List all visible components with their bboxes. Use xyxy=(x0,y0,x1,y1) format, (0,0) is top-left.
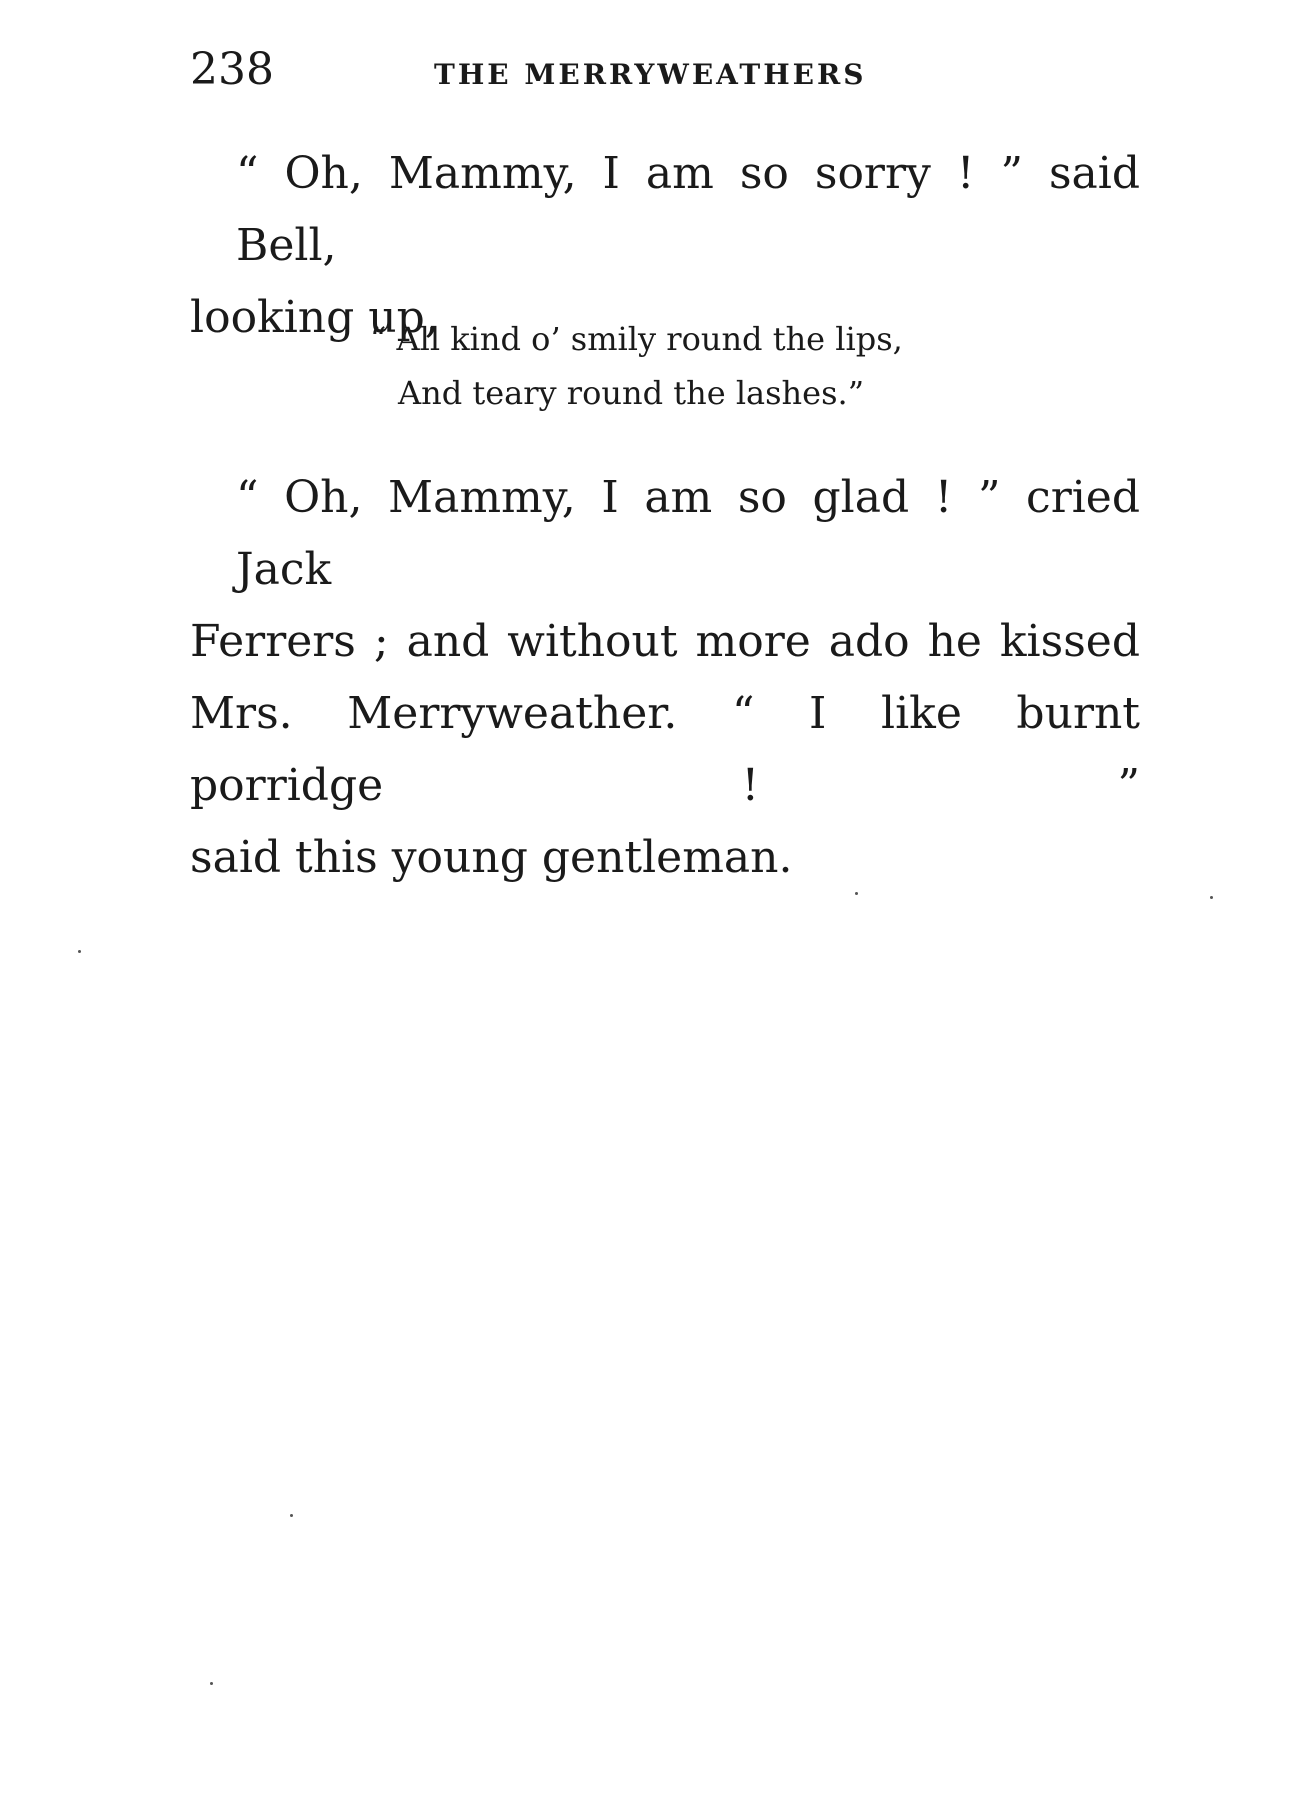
paragraph-line: Mrs. Merryweather. “ I like burnt porridge ! ” xyxy=(190,688,1140,811)
paragraph-line: Ferrers ; and without more ado he kissed xyxy=(190,616,1140,667)
scan-speck xyxy=(1210,896,1213,899)
scan-speck xyxy=(855,892,858,895)
page-header xyxy=(190,44,1140,104)
scan-speck xyxy=(290,1514,293,1517)
scan-speck xyxy=(210,1682,213,1685)
verse-line: “ All kind o’ smily round the lips, xyxy=(370,320,903,358)
paragraph-line: said this young gentleman. xyxy=(190,832,793,883)
paragraph-line: “ Oh, Mammy, I am so sorry ! ” said Bell, xyxy=(236,148,1140,271)
page-number: 238 xyxy=(190,44,274,95)
paragraph-line: looking up, xyxy=(190,292,439,343)
verse-quote xyxy=(370,312,1070,420)
paragraph-jack xyxy=(190,462,1140,894)
running-head: THE MERRYWEATHERS xyxy=(434,58,867,91)
scan-speck xyxy=(78,950,81,953)
paragraph-line: “ Oh, Mammy, I am so glad ! ” cried Jack xyxy=(236,472,1140,595)
verse-line: And teary round the lashes.” xyxy=(398,374,865,412)
